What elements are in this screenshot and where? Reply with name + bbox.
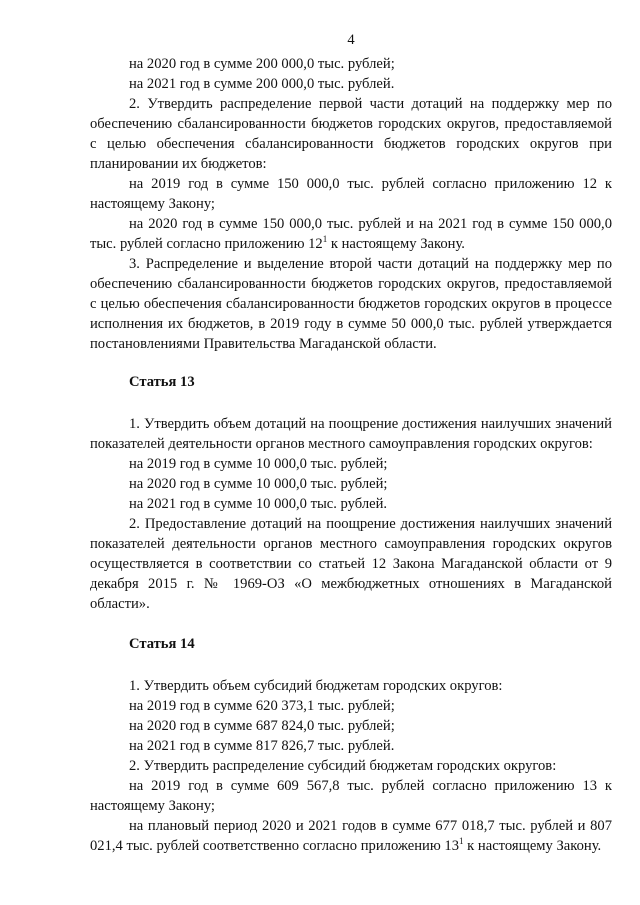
- article-13-heading: Статья 13: [129, 374, 195, 390]
- article-13-paragraph-2: 2. Предоставление дотаций на поощрение достижения наилучших значений показателей деятельности органов местного самоуправления городских округов осуществляется в соответствии со статьей 12 Закона Магаданской области от 9 декабря 2015 г. № 1969-ОЗ «О межбюджетных отношениях в Магаданской области».: [90, 516, 612, 612]
- article-14-2020: на 2020 год в сумме 687 824,0 тыс. рублей;: [129, 718, 395, 734]
- paragraph-second-part-distribution: 3. Распределение и выделение второй части дотаций на поддержку мер по обеспечению сбалансированности бюджетов городских округов, предоставляемой с целью обеспечения сбалансированности бюджетов городских округов в процессе исполнения их бюджетов, в 2019 году в сумме 50 000,0 тыс. рублей утверждается постановлениями Правительства Магаданской области.: [90, 256, 612, 352]
- text-fragment: к настоящему Закону.: [327, 236, 465, 252]
- article-13-2021: на 2021 год в сумме 10 000,0 тыс. рублей.: [129, 496, 388, 512]
- paragraph-2020-2021-appendix-12-1: [90, 214, 612, 254]
- text-fragment: на плановый период 2020 и 2021 годов в сумме 677 018,7 тыс. рублей и 807 021,4 тыс. рублей соответственно согласно приложению 13: [90, 818, 612, 854]
- superscript: 1: [322, 234, 328, 244]
- text-fragment: к настоящему Закону.: [463, 838, 602, 854]
- article-13-2020: на 2020 год в сумме 10 000,0 тыс. рублей;: [129, 476, 388, 492]
- article-14-2021: на 2021 год в сумме 817 826,7 тыс. рублей.: [129, 738, 395, 754]
- paragraph-distribution-first-part: 2. Утвердить распределение первой части дотаций на поддержку мер по обеспечению сбалансированности бюджетов городских округов, предоставляемой с целью обеспечения сбалансированности бюджетов городских округов при планировании их бюджетов:: [90, 96, 612, 172]
- text-fragment: на 2020 год в сумме 150 000,0 тыс. рублей и на 2021 год в сумме 150 000,0 тыс. рублей согласно приложению 12: [90, 216, 612, 252]
- document-page: [90, 30, 612, 856]
- paragraph-2019-appendix-12: на 2019 год в сумме 150 000,0 тыс. рублей согласно приложению 12 к настоящему Закону;: [90, 176, 612, 212]
- article-14-2019-appendix-13: на 2019 год в сумме 609 567,8 тыс. рублей согласно приложению 13 к настоящему Закону;: [90, 778, 612, 814]
- article-14-2019: на 2019 год в сумме 620 373,1 тыс. рублей;: [129, 698, 395, 714]
- article-13-paragraph-1: 1. Утвердить объем дотаций на поощрение достижения наилучших значений показателей деятельности органов местного самоуправления городских округов:: [90, 416, 612, 452]
- article-14-paragraph-1: 1. Утвердить объем субсидий бюджетам городских округов:: [129, 678, 503, 694]
- paragraph-2021-amount: на 2021 год в сумме 200 000,0 тыс. рублей.: [129, 76, 395, 92]
- article-14-heading: Статья 14: [129, 636, 195, 652]
- article-14-planned-period-appendix-13-1: [90, 816, 612, 856]
- paragraph-2020-amount: на 2020 год в сумме 200 000,0 тыс. рублей;: [129, 56, 395, 72]
- page-number: 4: [347, 32, 355, 48]
- superscript: 1: [459, 836, 464, 846]
- article-13-2019: на 2019 год в сумме 10 000,0 тыс. рублей;: [129, 456, 388, 472]
- article-14-paragraph-2: 2. Утвердить распределение субсидий бюджетам городских округов:: [129, 758, 557, 774]
